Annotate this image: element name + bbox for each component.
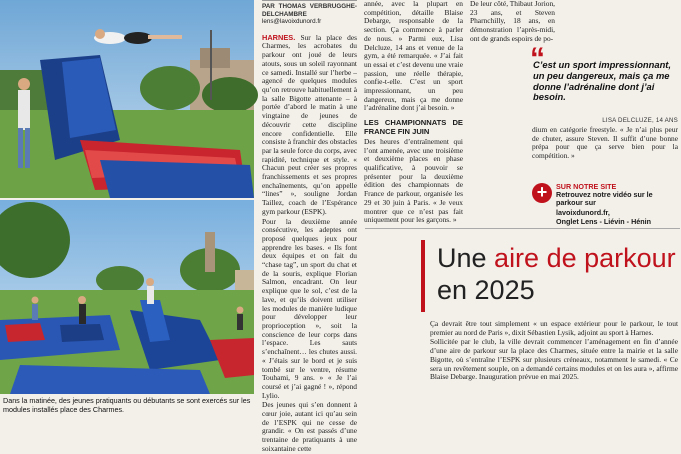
paragraph: Des heures d’entraînement qui l’ont amenée, avec une troisième et deuxième places en phase qualificative, à pouvoir se présenter pour la deuxième édition des championnats de France de parkour, organisée les 29 et 30 juin à Paris. « Je veux montrer que ce n’est pas fait uniquement pour les garçons. » <box>364 136 463 225</box>
photo-parkour-jump <box>0 0 254 198</box>
subheading: LES CHAMPIONNATS DE FRANCE FIN JUIN <box>364 118 463 136</box>
pull-quote-author: LISA DELCLUZE, 14 ANS <box>602 117 678 124</box>
headline-part-1: Une <box>437 243 495 273</box>
headline-accent-bar <box>421 240 425 312</box>
photo-parkour-modules <box>0 200 254 394</box>
paragraph: De leur côté, Thibaut Jorion, 23 ans, et Steven Pharnchilly, 18 ans, en démonstration l’après-midi, ont de grands espoirs de po- <box>470 0 555 43</box>
author-email[interactable]: lens@lavoixdunord.fr <box>262 18 322 26</box>
site-promo-title: SUR NOTRE SITE <box>556 182 617 191</box>
quote-mark-icon: “ <box>530 42 545 75</box>
dateline: HARNES. <box>262 32 296 42</box>
paragraph: Pour la deuxième année consécutive, les adeptes ont proposé quelques jeux pour apprendre les bases. « Ils font deux équipes et on fait du “chase tag”, un sport du chat et de la souris, explique Florian Salmon, encadrant. On leur explique que le sol, c’est de la lave, et qu’ils doivent utiliser les modules de manière ludique pour développer leur proprioception », soit la conscience de leur corps dans l’espace. Les sauts s’enchaînent… les chutes aussi. « J’étais sur le bord et je suis tombé sur le ventre, résume Touhami, 9 ans. » « Je l’ai coursé et j’ai gagné ! », répond Lylio. <box>262 216 357 400</box>
site-promo[interactable] <box>532 181 678 225</box>
paragraph: Des jeunes qui s’en donnent à cœur joie, autant ici qu’au sein de l’ESPK qui ne cesse de grandir. « On est passés d’une trentaine de pratiquants à une soixantaine cette <box>262 400 357 453</box>
site-promo-text: Retrouvez notre vidéo sur le parkour sur <box>556 190 653 208</box>
paragraph: dium en catégorie freestyle. « Je n’ai plus peur de chuter, assure Steven. Il suffit d’une bonne prépa pour que ça serve bien pour la compétition. » <box>532 125 678 161</box>
photo-caption: Dans la matinée, des jeunes pratiquants ou débutants se sont exercés sur les modules installés place des Charmes. <box>3 396 251 414</box>
paragraph: Ça devrait être tout simplement « un espace extérieur pour le parkour, le tout premier au nord de Paris », dixit Sébastien Lysik, adjoint au sport à Harnes. <box>430 319 678 337</box>
pull-quote: C’est un sport impressionnant, un peu dangereux, mais ça me donne l’adrénaline dont j’ai besoin. <box>533 59 672 103</box>
article-column-3 <box>470 0 555 48</box>
byline: PAR THOMAS VERBRUGGHE-DELCHAMBRE <box>262 0 357 18</box>
site-promo-url[interactable]: lavoixdunord.fr, <box>556 208 610 217</box>
paragraph <box>262 34 357 217</box>
article-column-3-continued <box>532 126 678 174</box>
photo-parkour-jump-image <box>0 0 254 198</box>
article-column-2 <box>364 0 463 262</box>
paragraph: année, avec la plupart en compétition, détaille Blaise Debarge, responsable de la section. Ça commence à parler de nous. » Parmi eux, Lisa Delcluze, 14 ans et venue de la gym, a été remarquée. « J’ai fait un essai et c’est devenu une vraie passion, une réelle thérapie, confie-t-elle. C’est un sport impressionnant, un peu dangereux, mais ça me donne l’adrénaline dont j’ai besoin. » <box>364 0 463 113</box>
divider <box>365 228 680 229</box>
headline-accent: aire de parkour <box>494 243 676 273</box>
article-column-4 <box>430 320 678 427</box>
article-column-1 <box>262 0 358 453</box>
photo-parkour-modules-image <box>0 200 254 394</box>
headline <box>437 242 680 306</box>
paragraph-text: Sur la place des Charmes, les acrobates du parkour ont joué de leurs atouts, sous un soleil rayonnant ce samedi. Installé sur l’herbe – agencé de quelques modules qu’on retrouve habituellement à la salle Bigotte attenante – à portée d’abord le matin à une vingtaine de jeunes de découvrir cette discipline encore confidentielle. Elle consiste à franchir des obstacles par la seule force du corps, avec rapidité, technique et style. « Chacun peut créer ses propres franchissements et ses propres enchaînements, qu’on appelle “lines” », souligne Jordan Taillez, coach de l’Espérance gym parkour (ESPK). <box>262 32 358 216</box>
paragraph: Sollicitée par le club, la ville devrait commencer l’aménagement en fin d’année d’une aire de parkour sur la place des Charmes, située entre la mairie et la salle Bigotte, où s’entraîne l’ESPK sur plusieurs créneaux, notamment le samedi. « Ce sera un revêtement souple, on a demandé certains modules et on les aura », affirme Blaise Debarge. Inauguration prévue en mai 2025. <box>430 337 678 382</box>
plus-icon: + <box>532 183 552 203</box>
site-promo-section: Onglet Lens - Liévin - Hénin <box>556 217 652 226</box>
headline-block <box>421 232 680 312</box>
headline-part-2: en 2025 <box>437 275 535 305</box>
